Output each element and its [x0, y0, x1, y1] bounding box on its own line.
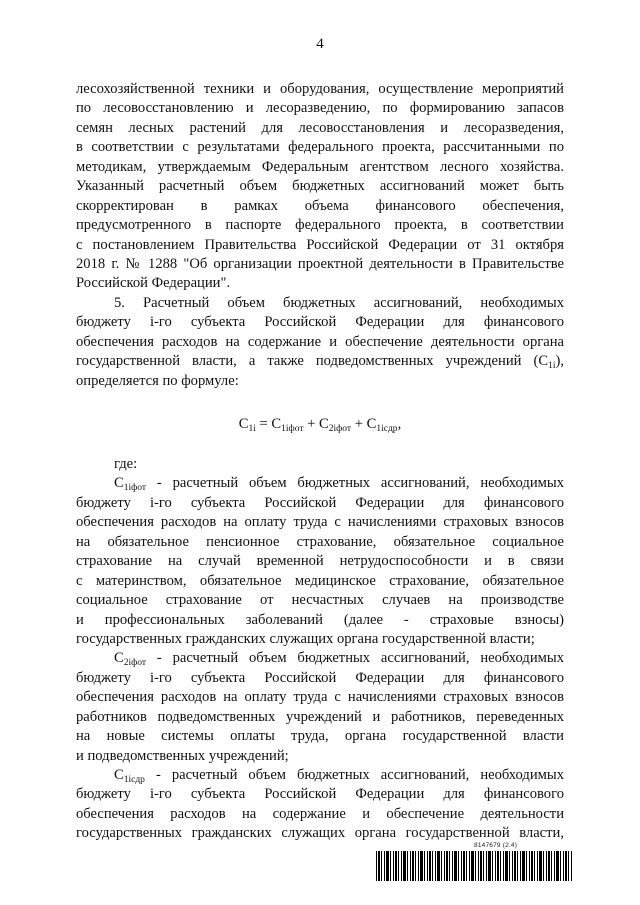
- text-line: лесохозяйственной техники и оборудования, осуществление мероприятий: [76, 81, 564, 97]
- text-line: определяется по формуле:: [76, 372, 239, 389]
- text-line: по лесовосстановлению и лесоразведению, по формированию запасов: [76, 100, 564, 117]
- text-line: Указанный расчетный объем бюджетных ассигнований может быть: [76, 178, 564, 195]
- text-line: 2018 г. № 1288 "Об организации проектной деятельности в Правительстве: [76, 255, 564, 272]
- text-line: обеспечения расходов на содержание и обеспечение деятельности: [76, 805, 564, 822]
- text-line: работников подведомственных учреждений и работников, переведенных: [76, 708, 564, 725]
- text-line: методикам, утверждаемым Федеральным агентством лесного хозяйства.: [76, 158, 564, 175]
- text-line: семян лесных растений для лесовосстановления и лесоразведения,: [76, 119, 564, 136]
- text-line: с материнством, обязательное медицинское страхование, обязательное: [76, 572, 564, 589]
- text-line: $C_{2iфот}$ - расчетный объем бюджетных ассигнований, необходимых: [114, 650, 564, 669]
- text-line: предусмотренного в паспорте федерального проекта, в соответствии: [76, 217, 564, 234]
- formula: $C_{1i} = C_{1iфот} + C_{2iфот} + C_{1iсдр}$,: [238, 416, 402, 434]
- text-line: обеспечения расходов на оплату труда с начислениями страховых взносов: [76, 689, 564, 706]
- text-line: государственных гражданских служащих органа государственной власти,: [76, 825, 564, 842]
- document-code: 8147679 (2.4): [474, 842, 518, 849]
- text-line: бюджету i-го субъекта Российской Федерации для финансового: [76, 314, 564, 331]
- text-line: бюджету i-го субъекта Российской Федерации для финансового: [76, 494, 564, 511]
- text-line: страхование на случай временной нетрудоспособности и в связи: [76, 553, 564, 570]
- text-line: 5. Расчетный объем бюджетных ассигнований, необходимых: [114, 294, 564, 311]
- text-line: на новые системы оплаты труда, органа государственной власти: [76, 728, 564, 745]
- text-line: $C_{1iсдр}$ - расчетный объем бюджетных ассигнований, необходимых: [114, 767, 564, 785]
- paragraph-block-1: [76, 80, 564, 391]
- page-number: 4: [316, 36, 324, 52]
- text-line: где:: [114, 456, 138, 472]
- text-line: бюджету i-го субъекта Российской Федерации для финансового: [76, 669, 564, 686]
- text-line: и подведомственных учреждений;: [76, 747, 289, 764]
- text-line: на обязательное пенсионное страхование, обязательное социальное: [76, 533, 564, 550]
- formula-block: [76, 391, 564, 455]
- text-line: государственных гражданских служащих органа государственной власти;: [76, 630, 535, 647]
- document-body: [76, 80, 564, 844]
- text-line: в соответствии с результатами федерального проекта, рассчитанными по: [76, 139, 564, 156]
- text-line: и профессиональных заболеваний (далее - страховые взносы): [76, 611, 564, 628]
- barcode-image: [376, 851, 572, 881]
- text-line: государственной власти, а также подведомственных учреждений $(C_{1i})$,: [76, 353, 564, 372]
- text-line: скорректирован в рамках объема финансового обеспечения,: [76, 197, 564, 214]
- text-line: Российской Федерации".: [76, 275, 231, 292]
- text-line: обеспечения расходов на оплату труда с начислениями страховых взносов: [76, 514, 564, 531]
- text-line: обеспечения расходов на содержание и обеспечение деятельности органа: [76, 333, 564, 350]
- text-line: $C_{1iфот}$ - расчетный объем бюджетных ассигнований, необходимых: [114, 475, 564, 494]
- paragraph-block-2: [76, 455, 564, 844]
- text-line: с постановлением Правительства Российской Федерации от 31 октября: [76, 236, 564, 253]
- text-line: социальное страхование от несчастных случаев на производстве: [76, 592, 564, 609]
- text-line: бюджету i-го субъекта Российской Федерации для финансового: [76, 786, 564, 803]
